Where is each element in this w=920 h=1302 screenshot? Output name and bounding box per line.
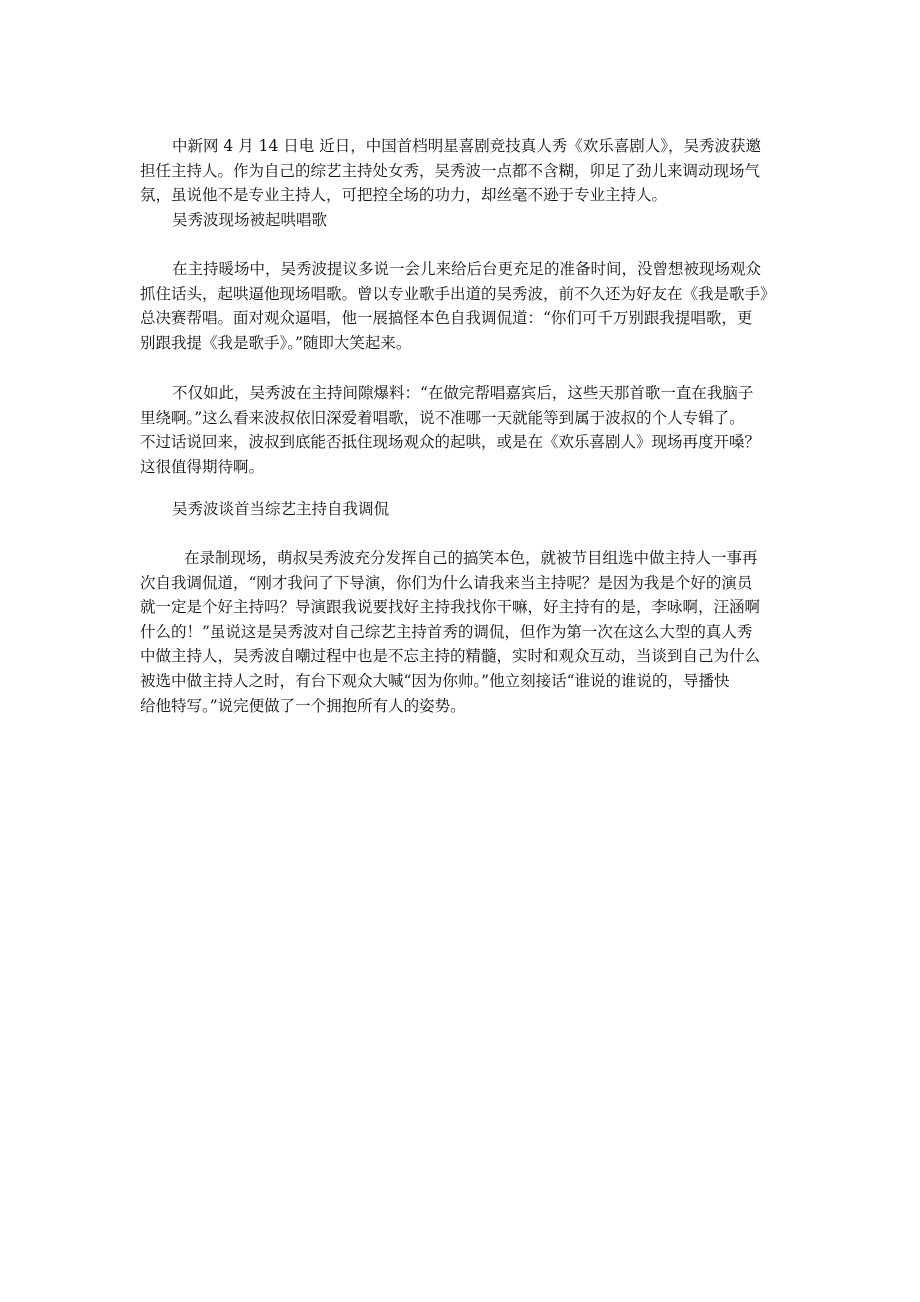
text-line: 不过话说回来，波叔到底能否抵住现场观众的起哄，或是在《欢乐喜剧人》现场再度开嗓？ [140,433,761,452]
text-line: 给他特写。”说完便做了一个拥抱所有人的姿势。 [140,696,466,715]
text-line: 在主持暖场中，吴秀波提议多说一会儿来给后台更充足的准备时间，没曾想被现场观众 [172,260,762,278]
paragraph-intro [140,134,785,208]
text-line: 别跟我提《我是歌手》。”随即大笑起来。 [140,333,412,352]
section-heading-1 [140,208,785,233]
paragraph-2 [140,257,785,355]
text-line: 氛，虽说他不是专业主持人，可把控全场的功力，却丝毫不逊于专业主持人。 [140,186,668,205]
text-line: 里绕啊。”这么看来波叔依旧深爱着唱歌，说不准哪一天就能等到属于波叔的个人专辑了。 [140,408,745,427]
heading-text: 吴秀波现场被起哄唱歌 [172,211,328,229]
text-line: 抓住话头，起哄逼他现场唱歌。曾以专业歌手出道的吴秀波，前不久还为好友在《我是歌手》 [140,284,776,303]
heading-text: 吴秀波谈首当综艺主持自我调侃 [172,500,390,518]
text-line: 次自我调侃道，“刚才我问了下导演，你们为什么请我来当主持呢？是因为我是个好的演员 [140,573,753,592]
text-line: 被选中做主持人之时，有台下观众大喊“因为你帅。”他立刻接话“谁说的谁说的，导播快 [140,671,730,690]
text-line: 不仅如此，吴秀波在主持间隙爆料：“在做完帮唱嘉宾后，这些天那首歌一直在我脑子 [172,384,754,402]
text-line: 总决赛帮唱。面对观众逼唱，他一展搞怪本色自我调侃道：“你们可千万别跟我提唱歌，更 [140,309,753,328]
text-line: 担任主持人。作为自己的综艺主持处女秀，吴秀波一点都不含糊，卯足了劲儿来调动现场气 [140,161,761,180]
paragraph-4 [140,546,785,718]
section-heading-2 [140,497,785,522]
text-line: 这很值得期待啊。 [140,457,265,476]
text-line: 中新网 4 月 14 日电 近日，中国首档明星喜剧竞技真人秀《欢乐喜剧人》，吴秀波获邀 [172,137,761,155]
text-line: 就一定是个好主持吗？导演跟我说要找好主持我找你干嘛，好主持有的是，李咏啊，汪涵啊 [140,598,761,617]
paragraph-3 [140,381,785,479]
text-line: 中做主持人，吴秀波自嘲过程中也是不忘主持的精髓，实时和观众互动，当谈到自己为什么 [140,647,761,666]
text-line: 在录制现场，萌叔吴秀波充分发挥自己的搞笑本色，就被节目组选中做主持人一事再 [184,549,758,567]
text-line: 什么的！”虽说这是吴秀波对自己综艺主持首秀的调侃，但作为第一次在这么大型的真人秀 [140,622,753,641]
